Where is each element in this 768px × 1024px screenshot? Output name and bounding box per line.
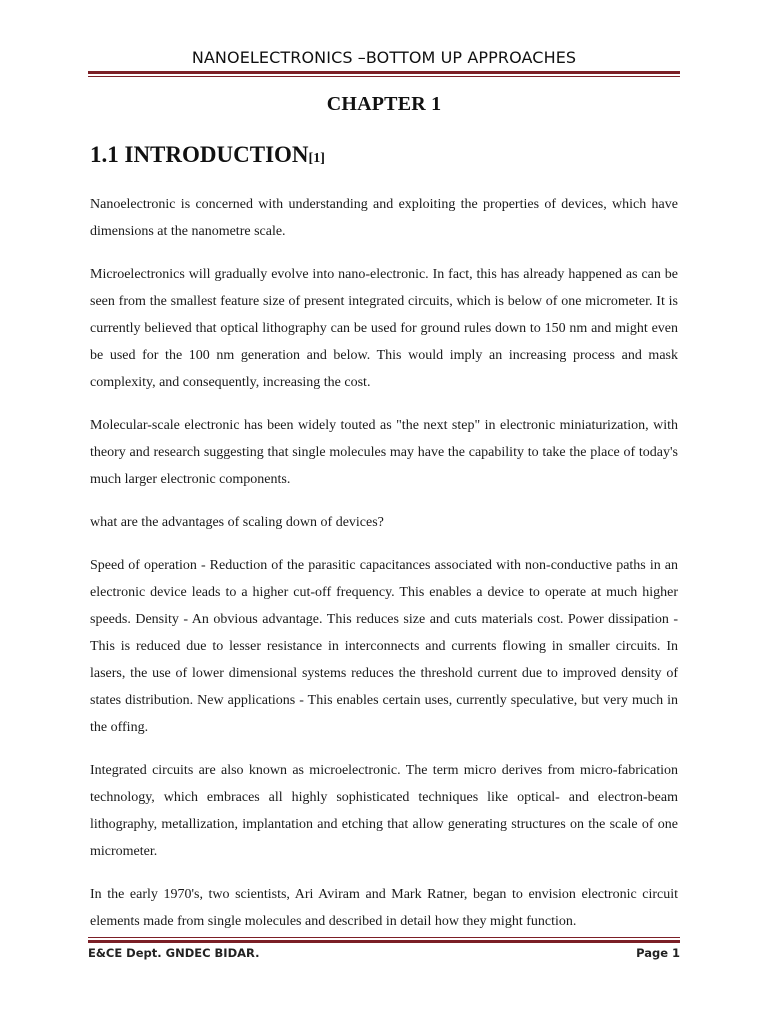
paragraph: Integrated circuits are also known as microelectronic. The term micro derives from micro-fabrication technology, which embraces all highly sophisticated techniques like optical- and electron-beam lithography, metallization, implantation and etching that allow generating structures on the scale of one micrometer. <box>90 763 678 859</box>
paragraph: Molecular-scale electronic has been widely touted as "the next step" in electronic miniaturization, with theory and research suggesting that single molecules may have the capability to take the place of today's much larger electronic components. <box>90 418 678 487</box>
footer-department: E&CE Dept. GNDEC BIDAR. <box>88 946 260 960</box>
running-header-title: NANOELECTRONICS –BOTTOM UP APPROACHES <box>191 48 577 67</box>
section-title: 1.1 INTRODUCTION <box>90 142 309 167</box>
reference-marker[interactable]: [1] <box>308 151 325 166</box>
paragraph: Speed of operation - Reduction of the parasitic capacitances associated with non-conductive paths in an electronic device leads to a higher cut-off frequency. This enables a device to operate at much higher speeds. Density - An obvious advantage. This reduces size and cuts materials cost. Power dissipation - This is reduced due to lesser resistance in interconnects and currents flowing in smaller circuits. In lasers, the use of lower dimensional systems reduces the threshold current due to improved density of states distribution. New applications - This enables certain uses, currently speculative, but very much in the offing. <box>90 558 678 735</box>
paragraph: Nanoelectronic is concerned with understanding and exploiting the properties of devices, which have dimensions at the nanometre scale. <box>90 197 678 239</box>
body-text <box>90 191 678 951</box>
paragraph: In the early 1970's, two scientists, Ari Aviram and Mark Ratner, began to envision electronic circuit elements made from single molecules and described in detail how they might function. <box>90 887 678 929</box>
footer-rule-thick <box>88 940 680 943</box>
page-footer <box>88 946 680 966</box>
header-rule-thin <box>88 76 680 77</box>
footer-page-number: Page 1 <box>636 946 680 960</box>
footer-rule-thin <box>88 937 680 938</box>
paragraph: Microelectronics will gradually evolve into nano-electronic. In fact, this has already happened as can be seen from the smallest feature size of present integrated circuits, which is below of one micrometer. It is currently believed that optical lithography can be used for ground rules down to 150 nm and might even be used for the 100 nm generation and below. This would imply an increasing process and mask complexity, and consequently, increasing the cost. <box>90 267 678 390</box>
chapter-heading: CHAPTER 1 <box>326 93 442 115</box>
section-heading <box>90 142 325 168</box>
header-rule-thick <box>88 71 680 74</box>
paragraph: what are the advantages of scaling down of devices? <box>90 515 384 530</box>
